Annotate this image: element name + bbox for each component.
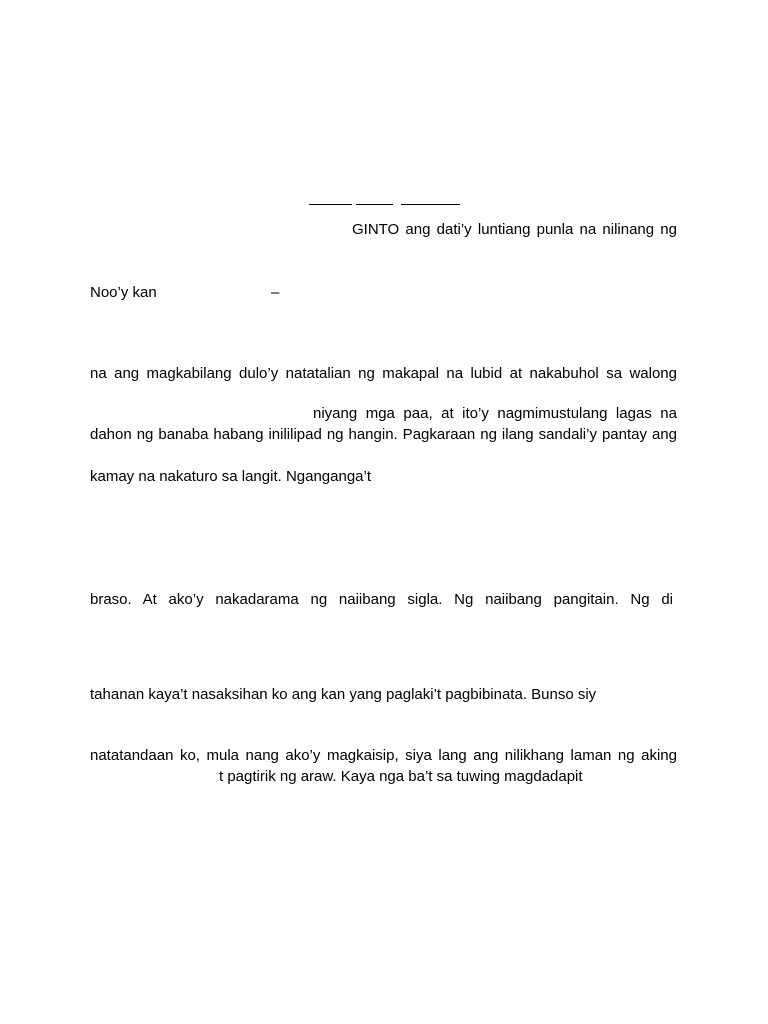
text-dash: – (271, 284, 280, 301)
text-line-10: t pagtirik ng araw. Kaya nga ba’t sa tuwing magdadapit (219, 768, 583, 785)
text-line-3: na ang magkabilang dulo’y natatalian ng makapal na lubid at nakabuhol sa walong (90, 365, 677, 382)
title-blank-2 (356, 204, 393, 205)
text-line-7: braso. At ako’y nakadarama ng naiibang sigla. Ng naiibang pangitain. Ng di (90, 591, 673, 608)
text-line-1: GINTO ang dati’y luntiang punla na nilinang ng (352, 221, 677, 238)
text-line-5: dahon ng banaba habang inililipad ng hangin. Pagkaraan ng ilang sandali’y pantay ang (90, 426, 677, 443)
text-line-9: natatandaan ko, mula nang ako’y magkaisip, siya lang ang nilikhang laman ng aking (90, 747, 677, 764)
title-blank-3 (401, 204, 460, 205)
text-line-8: tahanan kaya’t nasaksihan ko ang kan yang paglaki’t pagbibinata. Bunso siy (90, 686, 597, 703)
title-blank-1 (309, 204, 352, 205)
text-line-6: kamay na nakaturo sa langit. Nganganga’t (90, 468, 372, 485)
text-line-4: niyang mga paa, at ito’y nagmimustulang lagas na (313, 405, 677, 422)
text-line-2: Noo’y kan (90, 284, 157, 301)
